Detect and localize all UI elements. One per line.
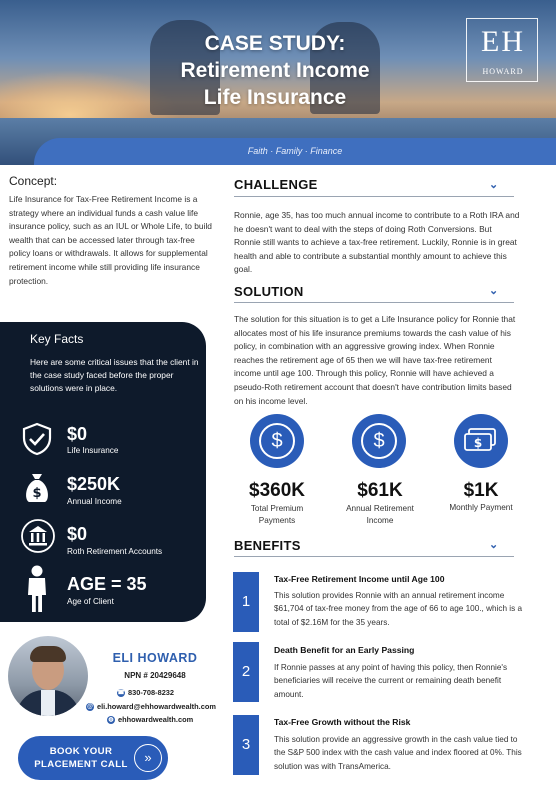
benefit-number: 3 [233, 715, 259, 775]
divider [234, 196, 514, 197]
key-facts-intro: Here are some critical issues that the client in the case study faced before the proper solutions were in place. [30, 357, 199, 393]
dollar-circle-icon [250, 414, 304, 468]
stat-label [236, 503, 318, 527]
chevron-down-icon[interactable]: ⌄ [489, 539, 499, 551]
logo-word: HOWARD [482, 67, 524, 76]
money-bag-icon [20, 470, 54, 504]
email-link[interactable] [86, 702, 216, 711]
benefit-title: Tax-Free Growth without the Risk [274, 717, 411, 727]
logo-monogram: EH [481, 25, 525, 58]
tagline: Faith · Family · Finance [247, 146, 343, 156]
stat-label [330, 503, 430, 527]
dollar-glyph: $ [259, 423, 295, 459]
book-call-line-2: PLACEMENT CALL [34, 759, 128, 770]
divider [234, 302, 514, 303]
website-address: ehhowardwealth.com [118, 715, 194, 724]
phone-icon: ☎ [117, 690, 125, 697]
solution-heading: SOLUTION [234, 284, 304, 299]
agent-name: ELI HOWARD [112, 651, 198, 665]
photo-hair [30, 646, 66, 662]
fact-value: $250K [67, 474, 121, 494]
stat-value: $1K [463, 480, 499, 501]
photo-shirt [41, 690, 55, 716]
benefit-text: If Ronnie passes at any point of having this policy, then Ronnie's beneficiaries will receive the current or remaining death benefit amount. [274, 663, 508, 699]
title-line-1: CASE STUDY: [204, 32, 346, 55]
challenge-heading: CHALLENGE [234, 177, 318, 192]
stat-label-line-2: Payments [258, 516, 296, 525]
title-line-3: Life Insurance [203, 86, 347, 109]
shield-check-icon [20, 422, 54, 456]
agent-npn: NPN # 20429648 [124, 671, 186, 680]
key-facts-title: Key Facts [30, 332, 84, 346]
phone-link[interactable] [117, 688, 174, 697]
fact-value: AGE = 35 [67, 574, 147, 594]
benefit-number: 2 [233, 642, 259, 702]
email-icon: @ [87, 704, 93, 711]
agent-photo [8, 636, 88, 716]
fact-label: Roth Retirement Accounts [67, 547, 163, 556]
globe-icon: ◍ [108, 717, 114, 724]
stat-label-line-1: Monthly Payment [449, 503, 513, 512]
page-title [140, 30, 410, 111]
book-call-label [28, 745, 134, 771]
book-call-line-1: BOOK YOUR [49, 746, 113, 757]
chevron-down-icon[interactable]: ⌄ [489, 285, 499, 297]
stat-label [436, 502, 526, 514]
fact-label: Annual Income [67, 497, 122, 506]
stat-label-line-1: Total Premium [250, 504, 304, 513]
svg-text:$: $ [473, 436, 483, 450]
benefits-heading: BENEFITS [234, 538, 301, 553]
bank-icon [20, 518, 56, 554]
fact-label: Life Insurance [67, 446, 119, 455]
benefit-number: 1 [233, 572, 259, 632]
concept-title: Concept: [9, 174, 58, 188]
chevron-down-icon[interactable]: ⌄ [489, 179, 499, 191]
benefit-title: Tax-Free Retirement Income until Age 100 [274, 574, 445, 584]
benefit-title: Death Benefit for an Early Passing [274, 645, 415, 655]
challenge-text: Ronnie, age 35, has too much annual income to contribute to a Roth IRA and he doesn't want to deal with the steps of doing Roth Conversions. But Ronnie still wants to achieve a tax-free retirement. Luckily, Ronnie is in great health and able to contribute a substantial monthly amount to achieve this goal. [234, 210, 520, 275]
stat-value: $360K [249, 480, 305, 501]
logo [466, 18, 538, 82]
person-icon [20, 565, 54, 613]
stat-value: $61K [357, 480, 403, 501]
double-chevron-right-icon[interactable]: » [134, 744, 162, 772]
website-link[interactable] [107, 715, 193, 724]
title-line-2: Retirement Income [180, 59, 370, 82]
stat-label-line-1: Annual Retirement [346, 504, 414, 513]
benefit-text: This solution provides Ronnie with an annual retirement income $61,704 of tax-free money from the age of 66 to age 100., which is a total of $2.16M for the 35 years. [274, 591, 523, 627]
dollar-circle-icon [352, 414, 406, 468]
fact-value: $0 [67, 424, 88, 444]
banknote-icon [454, 414, 508, 468]
concept-text: Life Insurance for Tax-Free Retirement Income is a strategy where an individual funds a cash value life insurance policy, such as an IUL or Whole Life, to build wealth that can be accessed later through tax-free policy loans or withdrawals. It allows for supplemental retirement income while still providing life insurance protection. [9, 194, 212, 286]
benefit-text: This solution provide an aggressive growth in the cash value tied to the S&P 500 index with the cash value and index floored at 0%. This solution was with TransAmerica. [274, 735, 522, 771]
solution-text: The solution for this situation is to get a Life Insurance policy for Ronnie that allocates most of his life insurance premiums towards the cash value of his policy, in combination with an aggressive growing index. When Ronnie reaches the retirement age of 65 then we will have tax-free retirement income until age 100. Through this policy, Ronnie will have achieved a pseudo-Roth retirement account that doesn't have contribution limits based on his income level. [234, 314, 516, 406]
fact-value: $0 [67, 524, 88, 544]
divider [234, 556, 514, 557]
email-address: eli.howard@ehhowardwealth.com [97, 702, 216, 711]
svg-text:$: $ [32, 486, 42, 501]
dollar-glyph: $ [361, 423, 397, 459]
fact-label: Age of Client [67, 597, 114, 606]
banknote-glyph [464, 428, 498, 454]
phone-number: 830-708-8232 [128, 688, 175, 697]
stat-label-line-2: Income [366, 516, 394, 525]
